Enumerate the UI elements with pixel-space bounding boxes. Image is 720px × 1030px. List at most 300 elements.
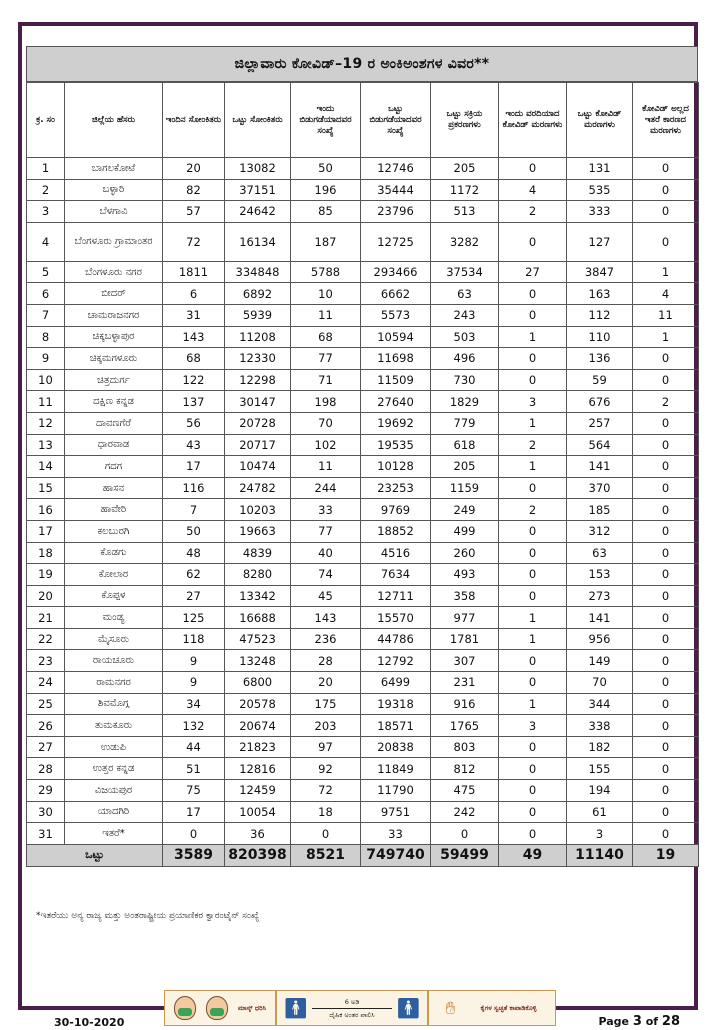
serial-cell: 20 <box>27 585 65 607</box>
value-cell: 3 <box>499 391 567 413</box>
table-row <box>27 499 699 521</box>
value-cell: 143 <box>163 326 225 348</box>
value-cell: 1829 <box>431 391 499 413</box>
value-cell: 47523 <box>225 628 291 650</box>
value-cell: 13248 <box>225 650 291 672</box>
value-cell: 6 <box>163 283 225 305</box>
value-cell: 9751 <box>361 801 431 823</box>
value-cell: 0 <box>291 823 361 845</box>
header-row <box>27 83 699 158</box>
serial-cell: 14 <box>27 456 65 478</box>
district-name-cell: ಮಂಡ್ಯ <box>65 607 163 629</box>
value-cell: 0 <box>499 348 567 370</box>
value-cell: 370 <box>567 477 633 499</box>
district-name-cell: ವಿಜಯಪುರ <box>65 780 163 802</box>
value-cell: 20674 <box>225 715 291 737</box>
value-cell: 779 <box>431 412 499 434</box>
value-cell: 0 <box>633 222 699 261</box>
district-name-cell: ಕೊಪ್ಪಳ <box>65 585 163 607</box>
serial-cell: 22 <box>27 628 65 650</box>
value-cell: 4 <box>499 179 567 201</box>
value-cell: 163 <box>567 283 633 305</box>
value-cell: 803 <box>431 736 499 758</box>
value-cell: 203 <box>291 715 361 737</box>
value-cell: 85 <box>291 201 361 223</box>
value-cell: 187 <box>291 222 361 261</box>
value-cell: 19535 <box>361 434 431 456</box>
district-name-cell: ಚಾಮರಾಜನಗರ <box>65 304 163 326</box>
col-header: ಇಂದು ಬಿಡುಗಡೆಯಾದವರ ಸಂಖ್ಯೆ <box>291 83 361 158</box>
value-cell: 0 <box>633 628 699 650</box>
serial-cell: 10 <box>27 369 65 391</box>
value-cell: 730 <box>431 369 499 391</box>
district-name-cell: ಬಾಗಲಕೋಟೆ <box>65 158 163 180</box>
value-cell: 0 <box>499 283 567 305</box>
table-row <box>27 158 699 180</box>
value-cell: 71 <box>291 369 361 391</box>
value-cell: 182 <box>567 736 633 758</box>
district-name-cell: ಗದಗ <box>65 456 163 478</box>
value-cell: 0 <box>633 801 699 823</box>
value-cell: 17 <box>163 456 225 478</box>
value-cell: 7634 <box>361 564 431 586</box>
value-cell: 50 <box>163 520 225 542</box>
value-cell: 11849 <box>361 758 431 780</box>
value-cell: 21823 <box>225 736 291 758</box>
value-cell: 72 <box>291 780 361 802</box>
value-cell: 0 <box>633 607 699 629</box>
serial-cell: 12 <box>27 412 65 434</box>
serial-cell: 28 <box>27 758 65 780</box>
table-row <box>27 564 699 586</box>
table-row <box>27 348 699 370</box>
value-cell: 0 <box>499 158 567 180</box>
value-cell: 11 <box>291 456 361 478</box>
value-cell: 1 <box>499 607 567 629</box>
table-row <box>27 179 699 201</box>
total-cell: 59499 <box>431 844 499 866</box>
value-cell: 82 <box>163 179 225 201</box>
value-cell: 45 <box>291 585 361 607</box>
value-cell: 11 <box>291 304 361 326</box>
value-cell: 77 <box>291 520 361 542</box>
district-name-cell: ಕಲಬುರಗಿ <box>65 520 163 542</box>
serial-cell: 17 <box>27 520 65 542</box>
value-cell: 92 <box>291 758 361 780</box>
value-cell: 205 <box>431 456 499 478</box>
value-cell: 6800 <box>225 672 291 694</box>
district-name-cell: ಇತರೆ* <box>65 823 163 845</box>
value-cell: 17 <box>163 801 225 823</box>
table-row <box>27 391 699 413</box>
value-cell: 1 <box>499 693 567 715</box>
serial-cell: 25 <box>27 693 65 715</box>
value-cell: 1172 <box>431 179 499 201</box>
value-cell: 0 <box>499 369 567 391</box>
value-cell: 4839 <box>225 542 291 564</box>
value-cell: 916 <box>431 693 499 715</box>
value-cell: 12298 <box>225 369 291 391</box>
value-cell: 63 <box>431 283 499 305</box>
col-header: ಒಟ್ಟು ಬಿಡುಗಡೆಯಾದವರ ಸಂಖ್ಯೆ <box>361 83 431 158</box>
value-cell: 1765 <box>431 715 499 737</box>
value-cell: 4 <box>633 283 699 305</box>
value-cell: 20578 <box>225 693 291 715</box>
value-cell: 496 <box>431 348 499 370</box>
value-cell: 27640 <box>361 391 431 413</box>
value-cell: 0 <box>499 222 567 261</box>
value-cell: 12711 <box>361 585 431 607</box>
district-name-cell: ರಾಯಚೂರು <box>65 650 163 672</box>
table-row <box>27 261 699 283</box>
col-header: ಇಂದಿನ ಸೋಂಕಿತರು <box>163 83 225 158</box>
value-cell: 12816 <box>225 758 291 780</box>
page-current: 3 <box>632 1014 642 1029</box>
district-name-cell: ಉಡುಪಿ <box>65 736 163 758</box>
col-header: ಒಟ್ಟು ಸಕ್ರಿಯ ಪ್ರಕರಣಗಳು <box>431 83 499 158</box>
value-cell: 12746 <box>361 158 431 180</box>
value-cell: 10128 <box>361 456 431 478</box>
value-cell: 125 <box>163 607 225 629</box>
value-cell: 110 <box>567 326 633 348</box>
value-cell: 0 <box>633 477 699 499</box>
value-cell: 30147 <box>225 391 291 413</box>
district-name-cell: ಉತ್ತರ ಕನ್ನಡ <box>65 758 163 780</box>
footnote: *ಇತರೆಯು ಅನ್ಯ ರಾಜ್ಯ ಮತ್ತು ಅಂತರಾಷ್ಟ್ರೀಯ ಪ್ರಯಾಣಿಕರ ಕ್ವಾರಂಟೈನ್ ಸಂಖ್ಯೆ <box>36 911 260 921</box>
value-cell: 56 <box>163 412 225 434</box>
value-cell: 0 <box>633 780 699 802</box>
value-cell: 20728 <box>225 412 291 434</box>
value-cell: 27 <box>499 261 567 283</box>
value-cell: 977 <box>431 607 499 629</box>
person-icon: 🚹︎ <box>395 996 421 1020</box>
value-cell: 273 <box>567 585 633 607</box>
masked-face-icon <box>206 996 228 1020</box>
value-cell: 20 <box>163 158 225 180</box>
value-cell: 513 <box>431 201 499 223</box>
serial-cell: 1 <box>27 158 65 180</box>
table-row <box>27 304 699 326</box>
value-cell: 28 <box>291 650 361 672</box>
value-cell: 127 <box>567 222 633 261</box>
value-cell: 63 <box>567 542 633 564</box>
value-cell: 34 <box>163 693 225 715</box>
value-cell: 11 <box>633 304 699 326</box>
value-cell: 1781 <box>431 628 499 650</box>
serial-cell: 13 <box>27 434 65 456</box>
page-number <box>598 1014 680 1029</box>
serial-cell: 11 <box>27 391 65 413</box>
value-cell: 334848 <box>225 261 291 283</box>
serial-cell: 16 <box>27 499 65 521</box>
table-row <box>27 542 699 564</box>
value-cell: 2 <box>499 499 567 521</box>
table-row <box>27 693 699 715</box>
value-cell: 23796 <box>361 201 431 223</box>
district-name-cell: ಹಾವೇರಿ <box>65 499 163 521</box>
value-cell: 0 <box>633 412 699 434</box>
value-cell: 19663 <box>225 520 291 542</box>
value-cell: 0 <box>633 456 699 478</box>
double-arrow-icon <box>312 1008 391 1009</box>
table-row <box>27 672 699 694</box>
value-cell: 37151 <box>225 179 291 201</box>
value-cell: 40 <box>291 542 361 564</box>
total-cell: 820398 <box>225 844 291 866</box>
district-name-cell: ಬೀದರ್ <box>65 283 163 305</box>
value-cell: 0 <box>633 520 699 542</box>
value-cell: 43 <box>163 434 225 456</box>
col-header: ಕ್ರ. ಸಂ <box>27 83 65 158</box>
district-name-cell: ಕೊಡಗು <box>65 542 163 564</box>
value-cell: 24642 <box>225 201 291 223</box>
serial-cell: 3 <box>27 201 65 223</box>
value-cell: 0 <box>633 758 699 780</box>
total-cell: 749740 <box>361 844 431 866</box>
total-cell: 8521 <box>291 844 361 866</box>
value-cell: 19692 <box>361 412 431 434</box>
district-name-cell: ಬಳ್ಳಾರಿ <box>65 179 163 201</box>
value-cell: 175 <box>291 693 361 715</box>
value-cell: 0 <box>499 542 567 564</box>
value-cell: 10474 <box>225 456 291 478</box>
value-cell: 8280 <box>225 564 291 586</box>
table-row <box>27 585 699 607</box>
value-cell: 16134 <box>225 222 291 261</box>
serial-cell: 15 <box>27 477 65 499</box>
value-cell: 18571 <box>361 715 431 737</box>
value-cell: 6499 <box>361 672 431 694</box>
value-cell: 10 <box>291 283 361 305</box>
covid-guidelines-banner <box>164 990 556 1026</box>
distance-text: ದೈಹಿಕ ಅಂತರ ಪಾಲಿಸಿ <box>329 1010 375 1019</box>
value-cell: 503 <box>431 326 499 348</box>
value-cell: 131 <box>567 158 633 180</box>
value-cell: 0 <box>499 564 567 586</box>
value-cell: 62 <box>163 564 225 586</box>
value-cell: 75 <box>163 780 225 802</box>
value-cell: 194 <box>567 780 633 802</box>
value-cell: 20717 <box>225 434 291 456</box>
value-cell: 499 <box>431 520 499 542</box>
table-row <box>27 736 699 758</box>
value-cell: 0 <box>633 736 699 758</box>
district-name-cell: ಹಾಸನ <box>65 477 163 499</box>
serial-cell: 31 <box>27 823 65 845</box>
value-cell: 3282 <box>431 222 499 261</box>
value-cell: 31 <box>163 304 225 326</box>
district-name-cell: ದಾವಣಗೆರೆ <box>65 412 163 434</box>
value-cell: 0 <box>633 179 699 201</box>
value-cell: 57 <box>163 201 225 223</box>
table-row <box>27 326 699 348</box>
serial-cell: 6 <box>27 283 65 305</box>
value-cell: 618 <box>431 434 499 456</box>
value-cell: 116 <box>163 477 225 499</box>
value-cell: 0 <box>499 650 567 672</box>
report-sheet <box>26 46 698 1029</box>
value-cell: 196 <box>291 179 361 201</box>
value-cell: 18852 <box>361 520 431 542</box>
distance-section <box>277 991 429 1025</box>
value-cell: 12459 <box>225 780 291 802</box>
value-cell: 333 <box>567 201 633 223</box>
value-cell: 33 <box>361 823 431 845</box>
value-cell: 5573 <box>361 304 431 326</box>
value-cell: 236 <box>291 628 361 650</box>
serial-cell: 7 <box>27 304 65 326</box>
value-cell: 0 <box>499 736 567 758</box>
total-label: ಒಟ್ಟು <box>27 844 163 866</box>
table-row <box>27 520 699 542</box>
value-cell: 70 <box>567 672 633 694</box>
value-cell: 243 <box>431 304 499 326</box>
mask-section <box>165 991 277 1025</box>
value-cell: 12330 <box>225 348 291 370</box>
col-header: ಜಿಲ್ಲೆಯ ಹೆಸರು <box>65 83 163 158</box>
total-cell: 19 <box>633 844 699 866</box>
value-cell: 9769 <box>361 499 431 521</box>
district-name-cell: ಬೆಂಗಳೂರು ನಗರ <box>65 261 163 283</box>
value-cell: 0 <box>633 369 699 391</box>
value-cell: 102 <box>291 434 361 456</box>
value-cell: 0 <box>633 542 699 564</box>
value-cell: 50 <box>291 158 361 180</box>
table-row <box>27 715 699 737</box>
value-cell: 51 <box>163 758 225 780</box>
serial-cell: 21 <box>27 607 65 629</box>
value-cell: 9 <box>163 650 225 672</box>
value-cell: 3847 <box>567 261 633 283</box>
value-cell: 68 <box>163 348 225 370</box>
serial-cell: 4 <box>27 222 65 261</box>
district-name-cell: ಯಾದಗಿರಿ <box>65 801 163 823</box>
table-row <box>27 823 699 845</box>
value-cell: 10203 <box>225 499 291 521</box>
table-title: ಜಿಲ್ಲಾವಾರು ಕೋವಿಡ್‌–19 ರ ಅಂಕಿಅಂಶಗಳ ವಿವರ** <box>26 46 698 82</box>
value-cell: 153 <box>567 564 633 586</box>
value-cell: 493 <box>431 564 499 586</box>
value-cell: 0 <box>633 348 699 370</box>
district-name-cell: ರಾಮನಗರ <box>65 672 163 694</box>
table-row <box>27 758 699 780</box>
page-footer <box>26 986 698 1029</box>
value-cell: 0 <box>431 823 499 845</box>
value-cell: 7 <box>163 499 225 521</box>
value-cell: 12725 <box>361 222 431 261</box>
value-cell: 0 <box>633 434 699 456</box>
page-sep: of <box>645 1015 659 1028</box>
value-cell: 122 <box>163 369 225 391</box>
total-row <box>27 844 699 866</box>
person-icon: 🚹︎ <box>283 996 309 1020</box>
table-row <box>27 222 699 261</box>
value-cell: 312 <box>567 520 633 542</box>
table-row <box>27 801 699 823</box>
value-cell: 0 <box>633 672 699 694</box>
value-cell: 19318 <box>361 693 431 715</box>
value-cell: 0 <box>633 693 699 715</box>
value-cell: 812 <box>431 758 499 780</box>
value-cell: 68 <box>291 326 361 348</box>
value-cell: 358 <box>431 585 499 607</box>
value-cell: 141 <box>567 607 633 629</box>
value-cell: 0 <box>499 477 567 499</box>
serial-cell: 26 <box>27 715 65 737</box>
value-cell: 136 <box>567 348 633 370</box>
value-cell: 11208 <box>225 326 291 348</box>
serial-cell: 24 <box>27 672 65 694</box>
distance-value: 6 ಅಡಿ <box>344 997 360 1006</box>
value-cell: 112 <box>567 304 633 326</box>
table-row <box>27 283 699 305</box>
value-cell: 155 <box>567 758 633 780</box>
value-cell: 24782 <box>225 477 291 499</box>
value-cell: 13342 <box>225 585 291 607</box>
serial-cell: 19 <box>27 564 65 586</box>
value-cell: 1 <box>499 456 567 478</box>
value-cell: 72 <box>163 222 225 261</box>
page-prefix: Page <box>598 1015 629 1028</box>
value-cell: 0 <box>633 715 699 737</box>
value-cell: 118 <box>163 628 225 650</box>
value-cell: 1 <box>499 412 567 434</box>
value-cell: 11790 <box>361 780 431 802</box>
table-row <box>27 456 699 478</box>
serial-cell: 30 <box>27 801 65 823</box>
value-cell: 0 <box>499 585 567 607</box>
value-cell: 141 <box>567 456 633 478</box>
value-cell: 0 <box>633 201 699 223</box>
table-row <box>27 369 699 391</box>
value-cell: 564 <box>567 434 633 456</box>
table-row <box>27 201 699 223</box>
value-cell: 70 <box>291 412 361 434</box>
value-cell: 0 <box>499 801 567 823</box>
value-cell: 6662 <box>361 283 431 305</box>
value-cell: 149 <box>567 650 633 672</box>
value-cell: 20838 <box>361 736 431 758</box>
value-cell: 97 <box>291 736 361 758</box>
report-date: 30-10-2020 <box>54 1016 125 1029</box>
value-cell: 1 <box>633 261 699 283</box>
serial-cell: 27 <box>27 736 65 758</box>
serial-cell: 5 <box>27 261 65 283</box>
value-cell: 5788 <box>291 261 361 283</box>
value-cell: 11698 <box>361 348 431 370</box>
district-stats-table <box>26 82 699 867</box>
value-cell: 0 <box>633 499 699 521</box>
serial-cell: 2 <box>27 179 65 201</box>
value-cell: 956 <box>567 628 633 650</box>
value-cell: 2 <box>499 201 567 223</box>
value-cell: 5939 <box>225 304 291 326</box>
value-cell: 15570 <box>361 607 431 629</box>
serial-cell: 23 <box>27 650 65 672</box>
total-cell: 49 <box>499 844 567 866</box>
value-cell: 4516 <box>361 542 431 564</box>
value-cell: 20 <box>291 672 361 694</box>
value-cell: 16688 <box>225 607 291 629</box>
value-cell: 23253 <box>361 477 431 499</box>
value-cell: 12792 <box>361 650 431 672</box>
table-row <box>27 607 699 629</box>
handwash-section <box>429 991 553 1025</box>
value-cell: 231 <box>431 672 499 694</box>
table-row <box>27 628 699 650</box>
handwash-icon: ✋︎ <box>445 997 456 1019</box>
district-name-cell: ಬೆಂಗಳೂರು ಗ್ರಾಮಾಂತರ <box>65 222 163 261</box>
